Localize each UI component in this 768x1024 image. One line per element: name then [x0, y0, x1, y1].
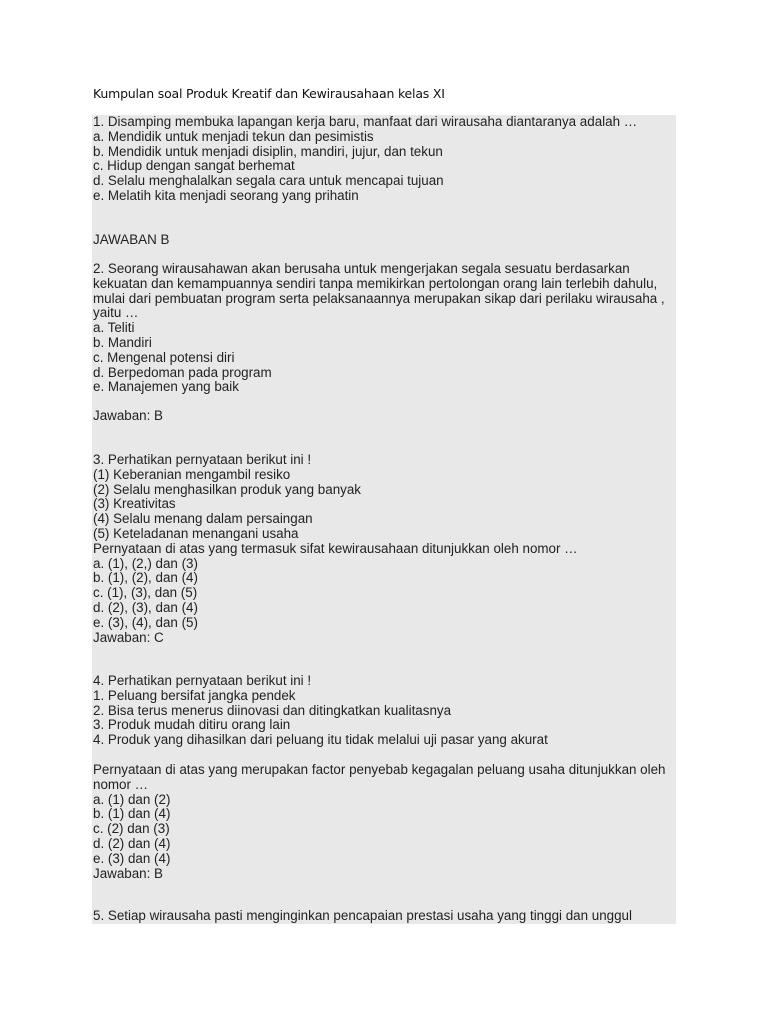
- text-line: d. (2) dan (4): [93, 836, 171, 851]
- text-line: c. (1), (3), dan (5): [93, 585, 198, 601]
- text-line: b. Mendidik untuk menjadi disiplin, mandiri, jujur, dan tekun: [93, 143, 443, 159]
- text-line: e. Manajemen yang baik: [93, 379, 239, 395]
- text-line: 3. Perhatikan pernyataan berikut ini !: [93, 452, 312, 467]
- text-line: (1) Keberanian mengambil resiko: [93, 466, 291, 482]
- text-line: b. (1), (2), dan (4): [93, 570, 198, 586]
- text-line: c. (2) dan (3): [93, 821, 170, 837]
- text-line: (4) Selalu menang dalam persaingan: [93, 511, 313, 527]
- text-line: 5. Setiap wirausaha pasti menginginkan pencapaian prestasi usaha yang tinggi dan unggul: [93, 908, 632, 923]
- text-line: 2. Bisa terus menerus diinovasi dan ditingkatkan kualitasnya: [93, 702, 452, 718]
- text-line: c. Hidup dengan sangat berhemat: [93, 158, 295, 174]
- text-line: a. (1) dan (2): [93, 791, 171, 807]
- document-title: Kumpulan soal Produk Kreatif dan Kewirausahaan kelas XI: [93, 86, 445, 101]
- text-line: (5) Keteladanan menangani usaha: [93, 526, 299, 541]
- text-line: a. Teliti: [93, 320, 135, 336]
- text-line: nomor …: [93, 776, 149, 792]
- text-line: JAWABAN B: [93, 232, 170, 247]
- text-line: e. Melatih kita menjadi seorang yang prihatin: [93, 188, 359, 203]
- text-line: d. Selalu menghalalkan segala cara untuk mencapai tujuan: [93, 173, 444, 189]
- text-line: 4. Produk yang dihasilkan dari peluang itu tidak melalui uji pasar yang akurat: [93, 732, 548, 748]
- text-line: 2. Seorang wirausahawan akan berusaha untuk mengerjakan segala sesuatu berdasarkan: [93, 261, 630, 276]
- text-line: (3) Kreativitas: [93, 496, 176, 512]
- text-line: 3. Produk mudah ditiru orang lain: [93, 717, 291, 733]
- text-line: 1. Disamping membuka lapangan kerja baru, manfaat dari wirausaha diantaranya adalah …: [93, 114, 638, 129]
- text-line: e. (3) dan (4): [93, 850, 171, 866]
- text-line: a. (1), (2,) dan (3): [93, 555, 198, 571]
- text-line: yaitu …: [93, 305, 139, 321]
- text-line: c. Mengenal potensi diri: [93, 349, 235, 365]
- text-line: a. Mendidik untuk menjadi tekun dan pesimistis: [93, 128, 374, 144]
- text-line: e. (3), (4), dan (5): [93, 614, 198, 630]
- text-line: mulai dari pembuatan program serta pelaksanaannya merupakan sikap dari perilaku wirausaha ,: [93, 290, 665, 306]
- text-line: Pernyataan di atas yang merupakan factor penyebab kegagalan peluang usaha ditunjukkan oleh: [93, 762, 666, 777]
- text-line: d. Berpedoman pada program: [93, 364, 272, 380]
- text-line: kekuatan dan kemampuannya sendiri tanpa memikirkan pertolongan orang lain terlebih dahulu,: [93, 275, 658, 291]
- text-line: d. (2), (3), dan (4): [93, 600, 198, 615]
- text-line: Pernyataan di atas yang termasuk sifat kewirausahaan ditunjukkan oleh nomor …: [93, 540, 578, 556]
- text-line: b. Mandiri: [93, 335, 152, 350]
- text-line: Jawaban: B: [93, 408, 163, 423]
- text-line: 4. Perhatikan pernyataan berikut ini !: [93, 673, 312, 688]
- text-line: Jawaban: B: [93, 865, 163, 881]
- text-line: (2) Selalu menghasilkan produk yang banyak: [93, 481, 361, 497]
- text-line: 1. Peluang bersifat jangka pendek: [93, 687, 296, 703]
- text-line: b. (1) dan (4): [93, 806, 171, 822]
- text-line: Jawaban: C: [93, 629, 164, 645]
